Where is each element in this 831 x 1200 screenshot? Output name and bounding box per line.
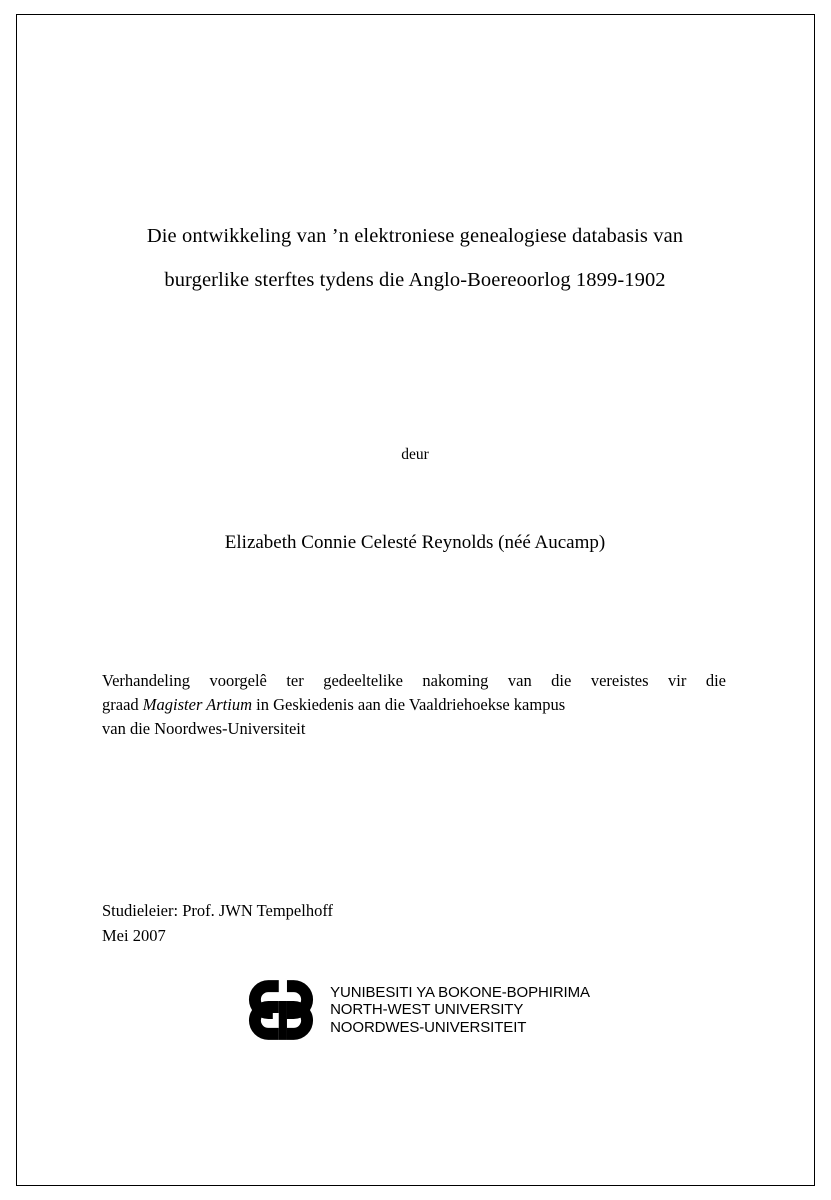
university-logo: [100, 974, 730, 1046]
supervisor-and-date: [102, 898, 726, 948]
title-line-2: burgerlike sterftes tydens die Anglo-Boereoorlog 1899-1902: [164, 269, 666, 291]
degree-statement: [102, 669, 726, 741]
degree-statement-line-1: Verhandeling voorgelê ter gedeeltelike nakoming van die vereistes vir die: [102, 671, 726, 690]
author-name: Elizabeth Connie Celesté Reynolds (néé Aucamp): [224, 532, 606, 553]
page-title: [100, 214, 730, 302]
page-content: [100, 14, 730, 1186]
degree-name: Magister Artium: [142, 695, 253, 714]
degree-line2-prefix: graad: [102, 695, 143, 714]
date-line: Mei 2007: [102, 926, 166, 945]
title-line-1: Die ontwikkeling van ’n elektroniese genealogiese databasis van: [146, 225, 684, 247]
by-label: deur: [401, 446, 429, 463]
supervisor-line: Studieleier: Prof. JWN Tempelhoff: [102, 901, 334, 920]
north-west-university-logo-icon: [240, 974, 322, 1046]
logo-line-3: NOORDWES-UNIVERSITEIT: [330, 1018, 527, 1036]
degree-statement-line-2: [102, 693, 726, 717]
degree-statement-line-3: van die Noordwes-Universiteit: [102, 719, 306, 738]
degree-line2-suffix: in Geskiedenis aan die Vaaldriehoekse kampus: [252, 695, 566, 714]
university-logo-text: [330, 984, 590, 1037]
logo-line-1: YUNIBESITI YA BOKONE-BOPHIRIMA: [330, 983, 590, 1001]
logo-line-2: NORTH-WEST UNIVERSITY: [330, 1001, 524, 1019]
